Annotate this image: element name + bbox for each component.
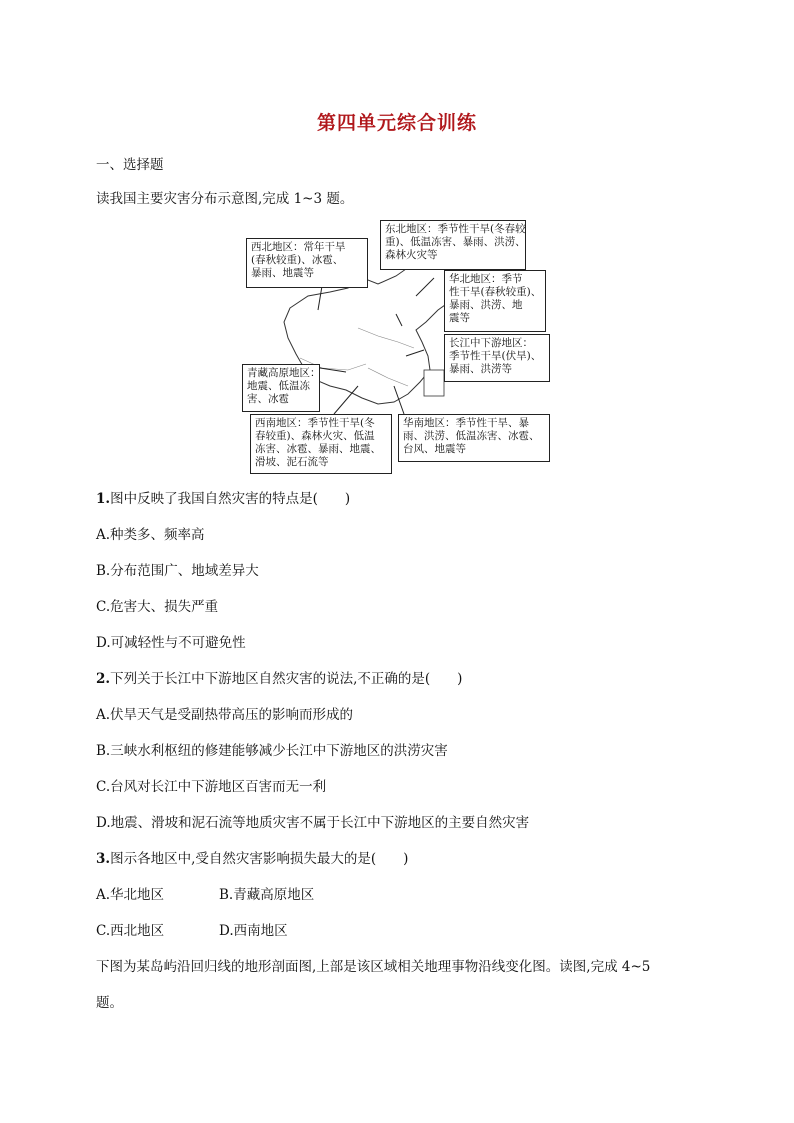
- q2-option-c: C.台风对长江中下游地区百害而无一利: [96, 779, 327, 795]
- tibet-label: 青藏高原地区： 地震、低温冻 害、冰雹: [242, 364, 320, 412]
- q1-option-b: B.分布范围广、地域差异大: [96, 563, 259, 579]
- q3-option-d: D.西南地区: [219, 923, 288, 939]
- q3-option-c: C.西北地区: [96, 923, 165, 939]
- disaster-map-figure: [238, 218, 556, 476]
- south-china-label: 华南地区：季节性干旱、暴 雨、洪涝、低温冻害、冰雹、 台风、地震等: [398, 414, 550, 462]
- q3-option-a: A.华北地区: [96, 887, 165, 903]
- intro-text-2: 下图为某岛屿沿回归线的地形剖面图,上部是该区域相关地理事物沿线变化图。读图,完成 4~5: [96, 959, 651, 975]
- q2-option-a: A.伏旱天气是受副热带高压的影响而形成的: [96, 707, 354, 723]
- q1-option-c: C.危害大、损失严重: [96, 599, 219, 615]
- northwest-label: 西北地区：常年干旱 (春秋较重)、冰雹、 暴雨、地震等: [246, 238, 368, 288]
- q3-option-b: B.青藏高原地区: [219, 887, 315, 903]
- question-2: 2.下列关于长江中下游地区自然灾害的说法,不正确的是( ): [96, 671, 463, 687]
- page-title: 第四单元综合训练: [316, 112, 477, 134]
- section-heading: 一、选择题: [96, 157, 164, 173]
- yangtze-label: 长江中下游地区： 季节性干旱(伏旱)、 暴雨、洪涝等: [444, 334, 550, 382]
- northeast-label: 东北地区：季节性干旱(冬春较 重)、低温冻害、暴雨、洪涝、 森林火灾等: [380, 220, 526, 270]
- question-1: 1.图中反映了我国自然灾害的特点是( ): [96, 491, 351, 507]
- q1-option-d: D.可减轻性与不可避免性: [96, 635, 246, 651]
- question-3: 3.图示各地区中,受自然灾害影响损失最大的是( ): [96, 851, 409, 867]
- intro-text: 读我国主要灾害分布示意图,完成 1~3 题。: [96, 191, 354, 207]
- north-china-label: 华北地区：季节 性干旱(春秋较重)、 暴雨、洪涝、地 震等: [444, 270, 546, 332]
- q1-option-a: A.种类多、频率高: [96, 527, 205, 543]
- intro-text-2-continued: 题。: [96, 995, 123, 1011]
- q2-option-b: B.三峡水利枢纽的修建能够减少长江中下游地区的洪涝灾害: [96, 743, 448, 759]
- southwest-label: 西南地区：季节性干旱(冬 春较重)、森林火灾、低温 冻害、冰雹、暴雨、地震、 滑坡、泥石流等: [250, 414, 392, 474]
- q2-option-d: D.地震、滑坡和泥石流等地质灾害不属于长江中下游地区的主要自然灾害: [96, 815, 530, 831]
